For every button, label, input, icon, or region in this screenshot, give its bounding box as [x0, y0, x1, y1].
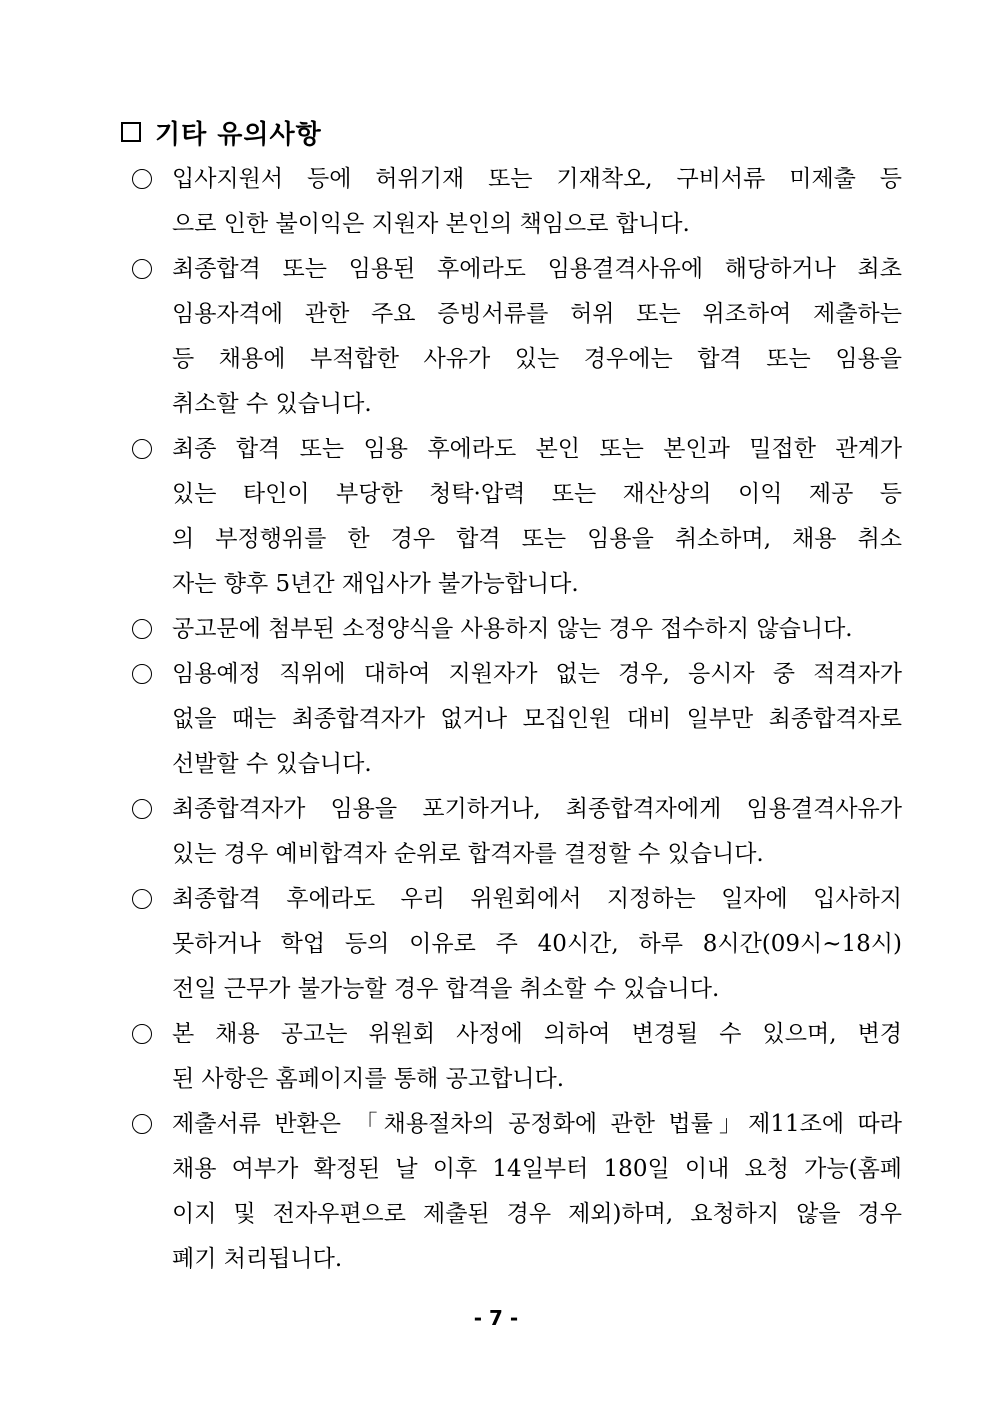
item-line: 최종합격 후에라도 우리 위원회에서 지정하는 일자에 입사하지 [172, 886, 902, 912]
page-number: - 7 - [473, 1306, 519, 1330]
item-line: 취소할 수 있습니다. [172, 391, 372, 417]
item-line: 최종합격 또는 임용된 후에라도 임용결격사유에 해당하거나 최초 [172, 256, 902, 282]
list-item [132, 607, 902, 652]
item-line: 입사지원서 등에 허위기재 또는 기재착오, 구비서류 미제출 등 [172, 166, 902, 192]
item-line: 있는 타인이 부당한 청탁·압력 또는 재산상의 이익 제공 등 [172, 481, 902, 507]
circle-bullet-icon [132, 799, 152, 819]
circle-bullet-icon [132, 1114, 152, 1134]
list-item [132, 1102, 902, 1282]
item-line: 등 채용에 부적합한 사유가 있는 경우에는 합격 또는 임용을 [172, 346, 902, 372]
item-line: 된 사항은 홈페이지를 통해 공고합니다. [172, 1066, 565, 1092]
section-heading [121, 112, 322, 152]
circle-bullet-icon [132, 889, 152, 909]
item-line: 전일 근무가 불가능할 경우 합격을 취소할 수 있습니다. [172, 976, 720, 1002]
item-line: 의 부정행위를 한 경우 합격 또는 임용을 취소하며, 채용 취소 [172, 526, 902, 552]
square-bullet-icon [121, 122, 141, 142]
section-title-text: 기타 유의사항 [155, 119, 322, 150]
list-item [132, 787, 902, 877]
circle-bullet-icon [132, 259, 152, 279]
circle-bullet-icon [132, 169, 152, 189]
item-line: 공고문에 첨부된 소정양식을 사용하지 않는 경우 접수하지 않습니다. [172, 616, 853, 642]
item-line: 이지 및 전자우편으로 제출된 경우 제외)하며, 요청하지 않을 경우 [172, 1201, 902, 1227]
circle-bullet-icon [132, 619, 152, 639]
item-line: 선발할 수 있습니다. [172, 751, 372, 777]
list-item [132, 427, 902, 607]
item-line: 본 채용 공고는 위원회 사정에 의하여 변경될 수 있으며, 변경 [172, 1021, 902, 1047]
list-item [132, 877, 902, 1012]
list-item [132, 652, 902, 787]
circle-bullet-icon [132, 439, 152, 459]
item-line: 최종합격자가 임용을 포기하거나, 최종합격자에게 임용결격사유가 [172, 796, 902, 822]
notice-list [132, 157, 902, 1282]
item-line: 못하거나 학업 등의 이유로 주 40시간, 하루 8시간(09시~18시) [172, 931, 902, 957]
item-line: 임용예정 직위에 대하여 지원자가 없는 경우, 응시자 중 적격자가 [172, 661, 902, 687]
item-line: 채용 여부가 확정된 날 이후 14일부터 180일 이내 요청 가능(홈페 [172, 1156, 902, 1182]
item-line: 임용자격에 관한 주요 증빙서류를 허위 또는 위조하여 제출하는 [172, 301, 902, 327]
item-line: 있는 경우 예비합격자 순위로 합격자를 결정할 수 있습니다. [172, 841, 764, 867]
item-line: 폐기 처리됩니다. [172, 1246, 343, 1272]
item-line: 자는 향후 5년간 재입사가 불가능합니다. [172, 571, 579, 597]
item-line: 없을 때는 최종합격자가 없거나 모집인원 대비 일부만 최종합격자로 [172, 706, 902, 732]
item-line: 으로 인한 불이익은 지원자 본인의 책임으로 합니다. [172, 211, 690, 237]
list-item [132, 247, 902, 427]
item-line: 최종 합격 또는 임용 후에라도 본인 또는 본인과 밀접한 관계가 [172, 436, 902, 462]
item-line: 제출서류 반환은 「채용절차의 공정화에 관한 법률」제11조에 따라 [172, 1111, 902, 1137]
circle-bullet-icon [132, 664, 152, 684]
list-item [132, 1012, 902, 1102]
list-item [132, 157, 902, 247]
circle-bullet-icon [132, 1024, 152, 1044]
